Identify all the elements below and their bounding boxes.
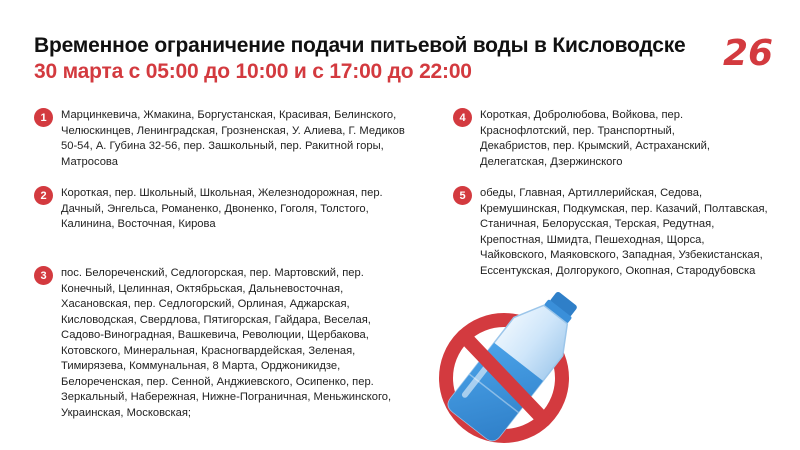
item-text: Марцинкевича, Жмакина, Боргустанская, Красивая, Белинского, Челюскинцев, Ленинградская, Грозненская, У. Алиева, Г. Медиков 50-54, А. Губина 32-56, пер. Зашкольный, пер. Ракитной горы, Матросова [61,109,405,168]
item-text: обеды, Главная, Артиллерийская, Седова, Кремушинская, Подкумская, пер. Казачий, Полтавская, Станичная, Белорусская, Терская, Редутная, Крепостная, Шмидта, Пешеходная, Щорса, Чайковского, Маяковского, Западная, Узбекистанская, Ессентукская, Долгорукого, Окопная, Стародубовска [480,187,768,277]
item-number-badge: 1 [34,108,53,127]
item-text: Короткая, пер. Школьный, Школьная, Железнодорожная, пер. Дачный, Энгельса, Романенко, Двоненко, Гоголя, Толстого, Калинина, Восточная, Кирова [61,187,383,230]
logo-26 [722,31,774,74]
svg-text:26: 26 [722,33,774,74]
item-number-badge: 4 [453,108,472,127]
crossed-out-water-bottle-icon [426,282,596,447]
page-subtitle: 30 марта с 05:00 до 10:00 и с 17:00 до 22:00 [34,60,472,83]
item-number-badge: 3 [34,266,53,285]
item-text: пос. Белореченский, Седлогорская, пер. Мартовский, пер. Конечный, Целинная, Октябрьская, Дальневосточная, Хасановская, пер. Седлогорский, Орлиная, Аджарская, Кисловодская, Свердлова, Пятигорская, Гайдара, Веселая, Садово-Виноградная, Вашкевича, Революции, Щербакова, Котовского, Минеральная, Красногвардейская, Зеленая, Тимирязева, Коммунальная, 8 Марта, Орджоникидзе, Белореченская, пер. Сенной, Анджиевского, Осипенко, пер. Зеркальный, Набережная, Нижне-Пограничная, Меньжинского, Украинская, Московская; [61,267,392,419]
page-title: Временное ограничение подачи питьевой воды в Кисловодске [34,34,686,57]
item-text: Короткая, Добролюбова, Войкова, пер. Краснофлотский, пер. Транспортный, Декабристов, пер. Крымский, Астраханский, Делегатская, Дзержинского [480,109,710,168]
item-number-badge: 5 [453,186,472,205]
item-number-badge: 2 [34,186,53,205]
